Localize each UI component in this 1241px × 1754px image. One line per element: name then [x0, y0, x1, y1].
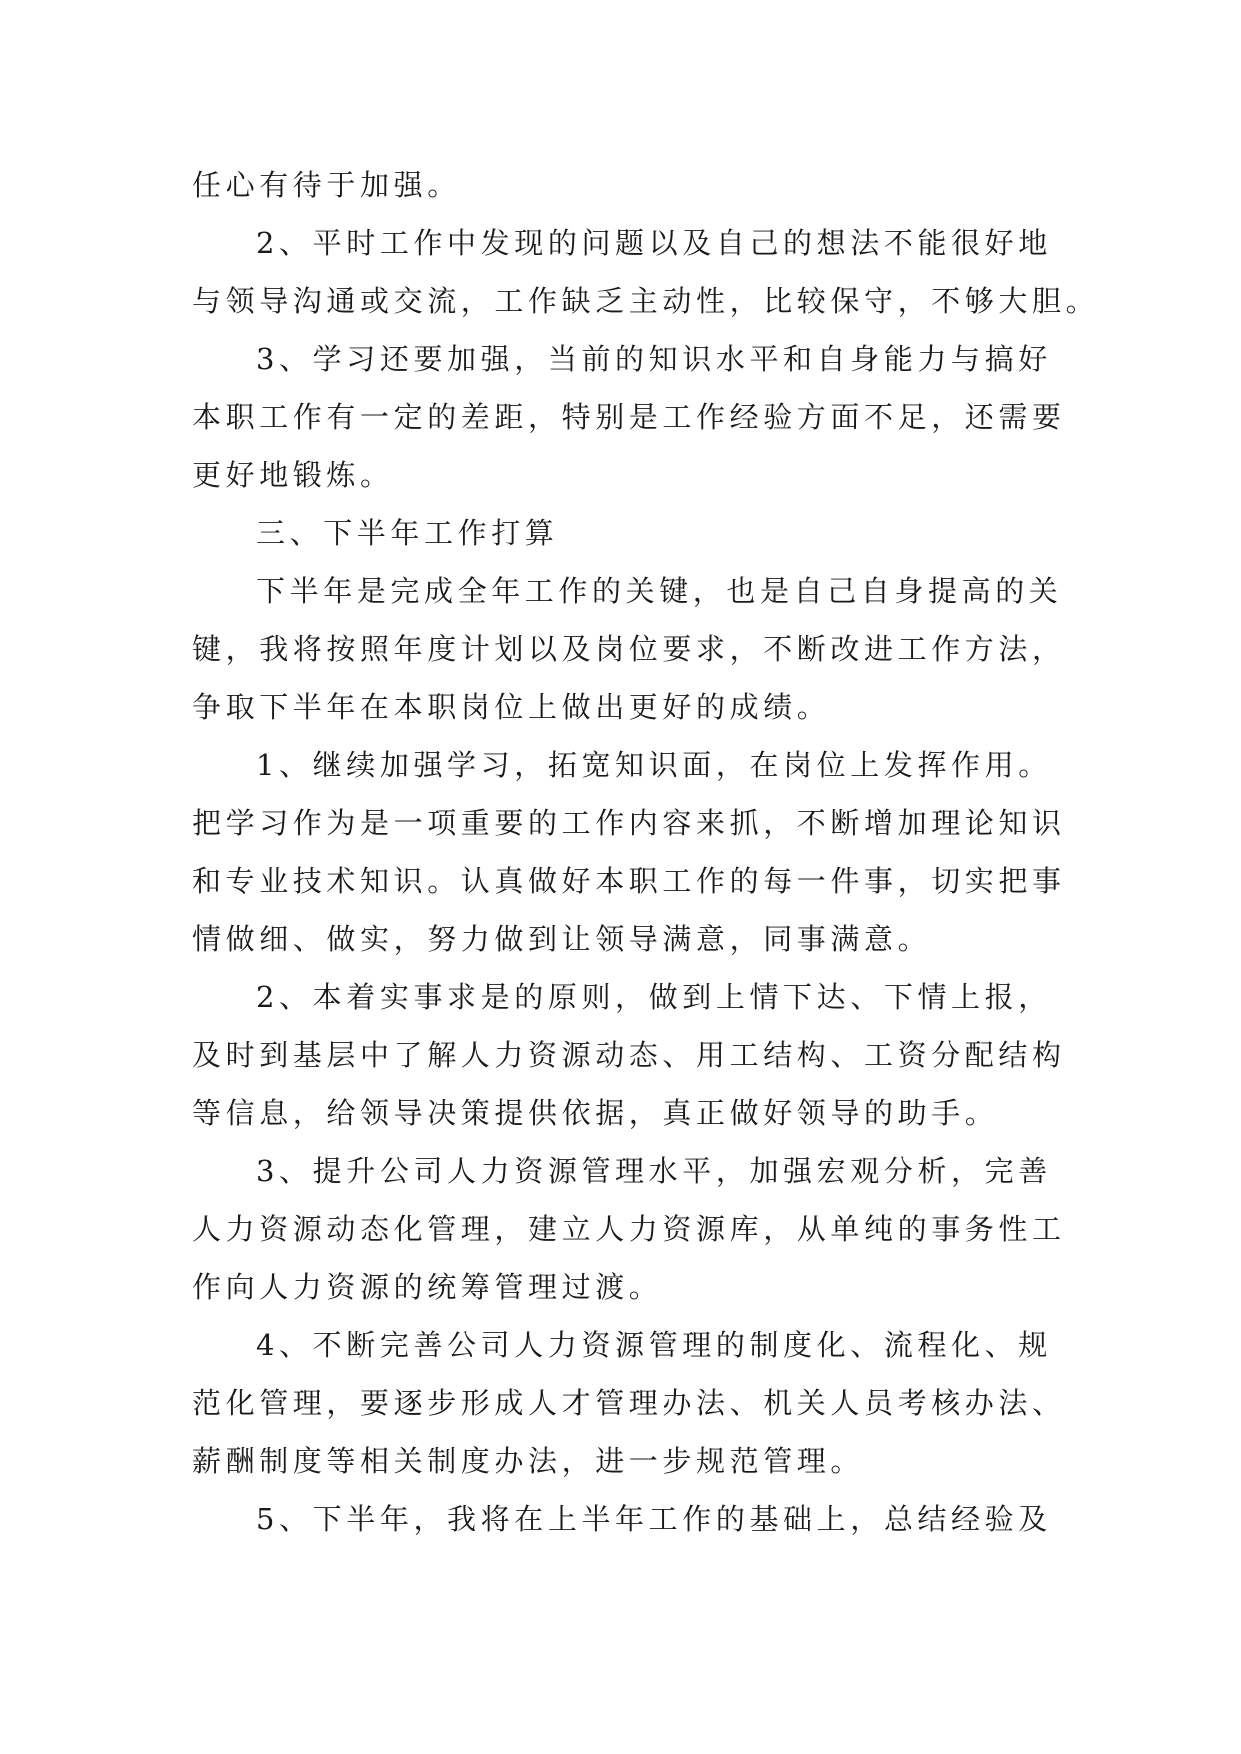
- text-line: 3、学习还要加强，当前的知识水平和自身能力与搞好: [256, 342, 1052, 376]
- text-line: 等信息，给领导决策提供依据，真正做好领导的助手。: [192, 1096, 999, 1130]
- text-line: 作向人力资源的统筹管理过渡。: [192, 1270, 663, 1304]
- text-line: 键，我将按照年度计划以及岗位要求，不断改进工作方法，: [192, 632, 1066, 666]
- text-line: 与领导沟通或交流，工作缺乏主动性，比较保守，不够大胆。: [192, 284, 1100, 318]
- section-heading: 三、下半年工作打算: [256, 516, 559, 550]
- document-body: [192, 156, 1100, 1548]
- text-line: 本职工作有一定的差距，特别是工作经验方面不足，还需要: [192, 400, 1066, 434]
- text-line: 情做细、做实，努力做到让领导满意，同事满意。: [192, 922, 932, 956]
- text-line: 2、平时工作中发现的问题以及自己的想法不能很好地: [256, 226, 1052, 260]
- text-line: 4、不断完善公司人力资源管理的制度化、流程化、规: [256, 1328, 1052, 1362]
- text-line: 2、本着实事求是的原则，做到上情下达、下情上报，: [256, 980, 1052, 1014]
- text-line: 把学习作为是一项重要的工作内容来抓，不断增加理论知识: [192, 806, 1066, 840]
- text-line: 及时到基层中了解人力资源动态、用工结构、工资分配结构: [192, 1038, 1066, 1072]
- text-line: 更好地锻炼。: [192, 458, 394, 492]
- text-line: 1、继续加强学习，拓宽知识面，在岗位上发挥作用。: [256, 748, 1052, 782]
- text-line: 下半年是完成全年工作的关键，也是自己自身提高的关: [256, 574, 1063, 608]
- text-line: 争取下半年在本职岗位上做出更好的成绩。: [192, 690, 831, 724]
- text-line: 任心有待于加强。: [192, 168, 461, 202]
- text-line: 范化管理，要逐步形成人才管理办法、机关人员考核办法、: [192, 1386, 1066, 1420]
- text-line: 人力资源动态化管理，建立人力资源库，从单纯的事务性工: [192, 1212, 1066, 1246]
- text-line: 5、下半年，我将在上半年工作的基础上，总结经验及: [256, 1502, 1052, 1536]
- text-line: 3、提升公司人力资源管理水平，加强宏观分析，完善: [256, 1154, 1052, 1188]
- text-line: 薪酬制度等相关制度办法，进一步规范管理。: [192, 1444, 865, 1478]
- text-line: 和专业技术知识。认真做好本职工作的每一件事，切实把事: [192, 864, 1066, 898]
